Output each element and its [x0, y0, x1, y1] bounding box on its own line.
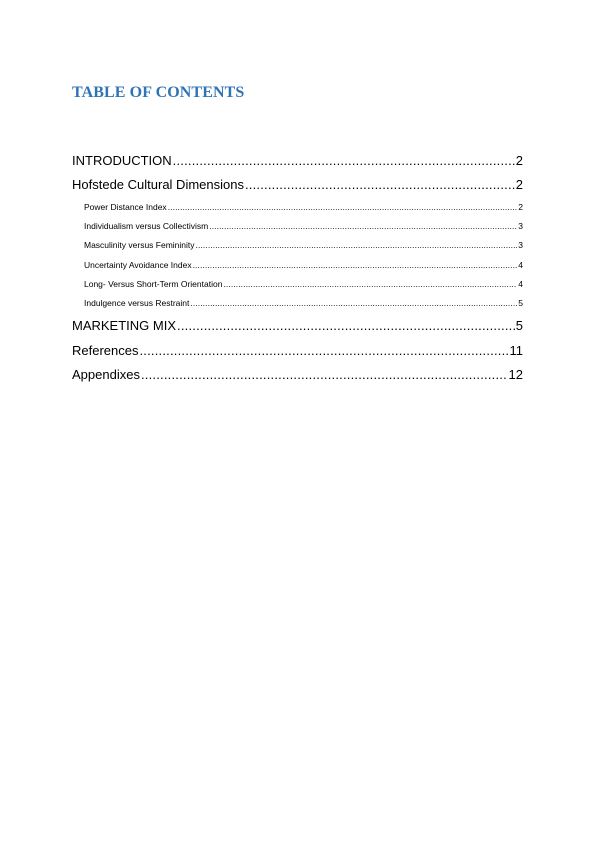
toc-entry-power-distance-index[interactable]	[84, 202, 523, 214]
toc-entry-marketing-mix[interactable]	[72, 318, 523, 336]
toc-entry-title: Hofstede Cultural Dimensions	[72, 177, 244, 192]
toc-entry-individualism-versus-collectivism[interactable]	[84, 221, 523, 233]
toc-entry-title: References	[72, 343, 139, 358]
toc-page-number: 4	[518, 279, 523, 289]
toc-page-number: 3	[518, 240, 523, 250]
toc-entry-title: Masculinity versus Femininity	[84, 240, 195, 250]
toc-dot-leader	[168, 202, 518, 212]
toc-dot-leader	[245, 177, 515, 192]
toc-dot-leader	[196, 240, 518, 250]
toc-page-number: 12	[508, 367, 523, 382]
toc-entry-hofstede-cultural-dimensions[interactable]	[72, 177, 523, 195]
toc-dot-leader	[223, 279, 517, 289]
toc-dot-leader	[209, 221, 517, 231]
toc-page-number: 5	[518, 298, 523, 308]
toc-page-number: 2	[515, 177, 523, 192]
toc-entry-title: Uncertainty Avoidance Index	[84, 260, 192, 270]
toc-dot-leader	[141, 367, 508, 382]
toc-dot-leader	[190, 298, 517, 308]
toc-entry-title: INTRODUCTION	[72, 153, 172, 168]
toc-entry-title: Indulgence versus Restraint	[84, 298, 190, 308]
toc-entry-title: Long- Versus Short-Term Orientation	[84, 279, 223, 289]
toc-page-number: 2	[518, 202, 523, 212]
toc-entry-references[interactable]	[72, 343, 523, 361]
toc-heading: TABLE OF CONTENTS	[72, 84, 245, 101]
toc-dot-leader	[177, 318, 515, 333]
toc-entry-indulgence-versus-restraint[interactable]	[84, 298, 523, 310]
toc-page-number: 5	[515, 318, 523, 333]
toc-entry-appendixes[interactable]	[72, 367, 523, 385]
toc-page-number: 3	[518, 221, 523, 231]
toc-dot-leader	[193, 260, 518, 270]
toc-dot-leader	[139, 343, 508, 358]
toc-page-number: 2	[515, 153, 523, 168]
toc-entry-masculinity-versus-femininity[interactable]	[84, 240, 523, 252]
toc-entry-uncertainty-avoidance-index[interactable]	[84, 260, 523, 272]
toc-entry-title: MARKETING MIX	[72, 318, 177, 333]
toc-page-number: 4	[518, 260, 523, 270]
toc-dot-leader	[173, 153, 515, 168]
toc-entry-introduction[interactable]	[72, 153, 523, 171]
toc-entry-title: Power Distance Index	[84, 202, 167, 212]
toc-entry-long-versus-short-term-orientation[interactable]	[84, 279, 523, 291]
toc-entry-title: Individualism versus Collectivism	[84, 221, 209, 231]
toc-entry-title: Appendixes	[72, 367, 140, 382]
toc-page-number: 11	[509, 343, 523, 358]
